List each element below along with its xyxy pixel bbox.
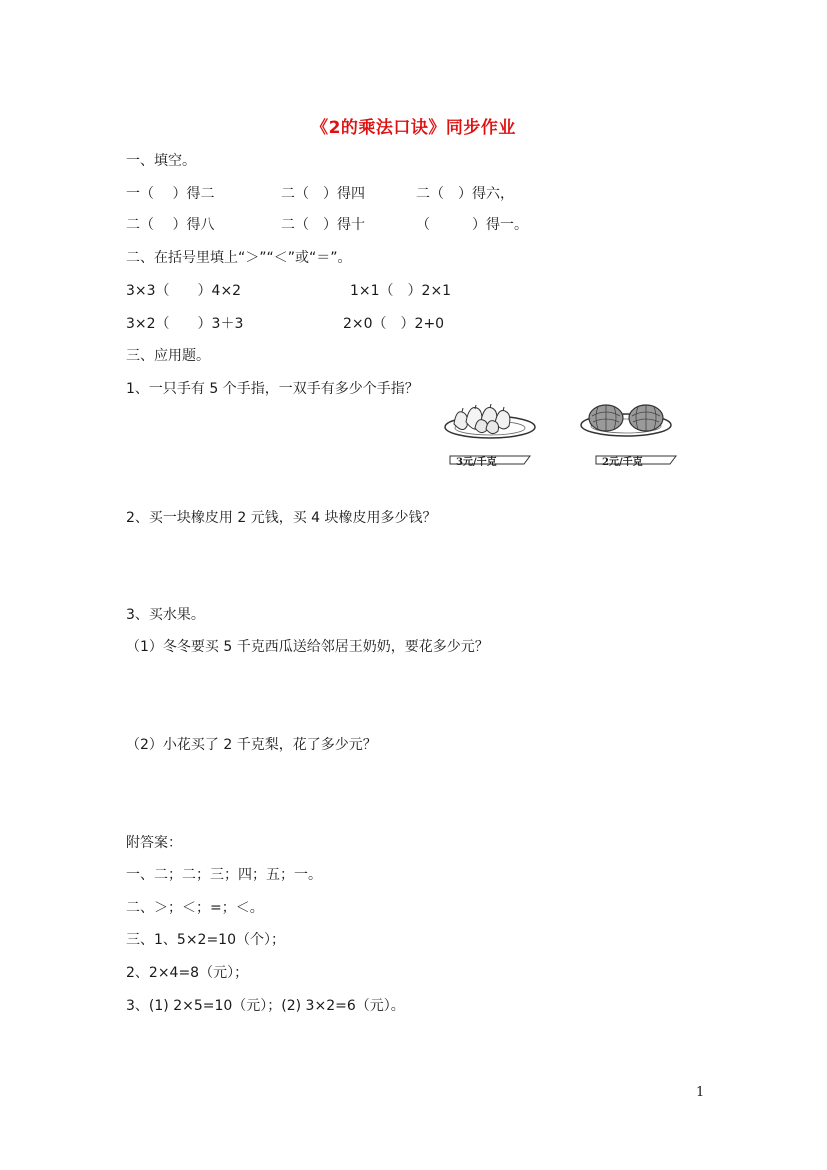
price-tag-pears: 3元/千克 [456,457,497,468]
page-title: 《2的乘法口诀》同步作业 [311,118,516,138]
compare-item-4: 2×0（ ）2+0 [343,316,445,332]
answer-line-5: 3、(1) 2×5=10（元）；(2) 3×2=6（元）。 [126,998,405,1014]
compare-item-3: 3×2（ ）3＋3 [126,316,244,332]
section2-heading: 二、在括号里填上“＞”“＜”或“＝”。 [126,250,352,266]
pears-illustration [440,398,542,476]
fill-item-3: 二（ ）得六， [416,186,514,202]
section3-heading: 三、应用题。 [126,348,210,364]
answer-line-2: 二、＞；＜；=；＜。 [126,900,264,916]
question-3: 3、买水果。 [126,607,205,623]
answer-line-3: 三、1、5×2=10（个）； [126,932,285,948]
compare-item-1: 3×3（ ）4×2 [126,283,242,299]
answer-line-4: 2、2×4=8（元）； [126,965,249,981]
question-3-part-1: （1）冬冬要买 5 千克西瓜送给邻居王奶奶，要花多少元？ [126,639,489,655]
question-3-part-2: （2）小花买了 2 千克梨，花了多少元？ [126,737,377,753]
question-2: 2、买一块橡皮用 2 元钱，买 4 块橡皮用多少钱？ [126,510,437,526]
fill-item-5: 二（ ）得十 [281,217,365,233]
answer-line-1: 一、二；二；三；四；五；一。 [126,867,322,883]
page-number: 1 [696,1085,705,1100]
watermelon-illustration [576,398,678,476]
fill-item-4: 二（ ）得八 [126,217,215,233]
fill-item-2: 二（ ）得四 [281,186,365,202]
price-tag-watermelon: 2元/千克 [602,457,643,468]
section1-heading: 一、填空。 [126,153,196,169]
fill-item-6: （ ）得一。 [416,217,528,233]
question-1: 1、一只手有 5 个手指，一双手有多少个手指？ [126,381,419,397]
fill-item-1: 一（ ）得二 [126,186,215,202]
compare-item-2: 1×1（ ）2×1 [350,283,452,299]
answers-heading: 附答案： [126,835,182,851]
